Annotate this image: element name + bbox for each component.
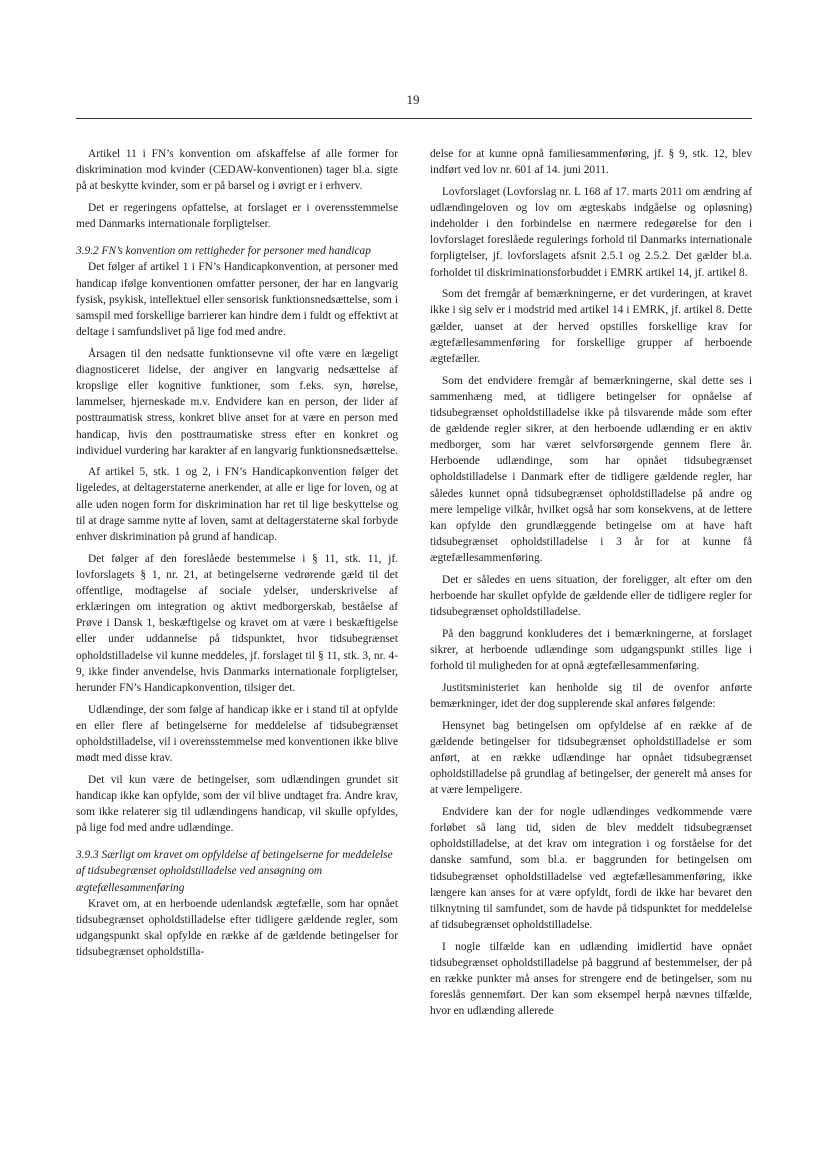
paragraph: Årsagen til den nedsatte funktionsevne vil ofte være en lægeligt diagnosticeret lidelse, der angiver en langvarig nedsættelse af kropslige eller kognitive funktioner, som f.eks. syn, hørelse, lammelser, hjerneskade m.v. Endvidere kan en person, der lider af posttraumatisk stress, konkret blive anset for at være en person med handicap, hvis den posttraumatiske stress efter en konkret og individuel vurdering har karakter af en langvarig funktionsnedsættelse. (76, 347, 398, 457)
section-heading-3-9-3: 3.9.3 Særligt om kravet om opfyldelse af betingelserne for meddelelse af tidsubegrænset opholdstilladelse ved ansøgning om ægtefællesammenføring (76, 849, 393, 894)
page-number: 19 (406, 92, 420, 107)
paragraph: Endvidere kan der for nogle udlændinges vedkommende være forløbet så lang tid, siden de blev meddelt tidsubegrænset opholdstilladelse, at det krav om integration i og forståelse for det danske samfund, som bl.a. er baggrunden for betingelsen om tidsubegrænset opholdstilladelse ved ægtefællesammenføring, ikke længere kan anses for at være opfyldt, fordi de ikke har bevaret den tilknytning til samfundet, som de havde på tidspunktet for meddelelse af tidsubegrænset opholdstilladelse. (430, 805, 752, 932)
paragraph: Udlændinge, der som følge af handicap ikke er i stand til at opfylde en eller flere af betingelserne for meddelelse af tidsubegrænset opholdstilladelse, vil i overensstemmelse med konventionen ikke blive mødt med disse krav. (76, 703, 398, 764)
right-column (430, 146, 752, 1025)
paragraph: Det følger af den foreslåede bestemmelse i § 11, stk. 11, jf. lovforslagets § 1, nr. 21, at betingelserne vedrørende gæld til det offentlige, modtagelse af sociale ydelser, underskrivelse af erklæringen om integration og aktivt medborgerskab, beståelse af Prøve i Dansk 1, beskæftigelse og kravet om at være i beskæftigelse eller under uddannelse på tidspunktet, hvor tidsubegrænset opholdstilladelse vil kunne meddeles, jf. forslaget til § 11, stk. 3, nr. 4-9, ikke finder anvendelse, hvis Danmarks internationale forpligtelser, herunder FN’s Handicapkonvention, tilsiger det. (76, 552, 398, 694)
paragraph: Hensynet bag betingelsen om opfyldelse af en række af de gældende betingelser for tidsubegrænset opholdstilladelse er som anført, at en række udlændinge har opnået tidsubegrænset opholdstilladelse på grundlag af betingelser, der generelt må anses for at være lempeligere. (430, 719, 752, 797)
paragraph: Det vil kun være de betingelser, som udlændingen grundet sit handicap ikke kan opfylde, som der vil blive undtaget fra. Andre krav, som ikke relaterer sig til udlændingens handicap, vil skulle opfyldes, på lige fod med andre udlændinge. (76, 773, 398, 835)
paragraph: Justitsministeriet kan henholde sig til de ovenfor anførte bemærkninger, idet der dog supplerende skal anføres følgende: (430, 681, 752, 710)
paragraph: Kravet om, at en herboende udenlandsk ægtefælle, som har opnået tidsubegrænset opholdstilladelse efter tidligere gældende regler, som udgangspunkt skal opfylde en række af de gældende betingelser for tidsubegrænset opholdstilla- (76, 897, 398, 959)
paragraph-continued: delse for at kunne opnå familiesammenføring, jf. § 9, stk. 12, blev indført ved lov nr. 601 af 14. juni 2011. (430, 148, 752, 177)
paragraph: Som det fremgår af bemærkningerne, er det vurderingen, at kravet ikke i sig selv er i modstrid med artikel 14 i EMRK, jf. artikel 8. Dette gælder, uanset at der herved opstilles forskellige krav for ægtefællesammenføring for forskellige grupper af herboende ægtefæller. (430, 288, 752, 365)
paragraph: Af artikel 5, stk. 1 og 2, i FN’s Handicapkonvention følger det ligeledes, at deltagerstaterne anerkender, at alle er lige for loven, og at alle uden nogen form for diskrimination har ret til lige beskyttelse og til at drage samme nytte af loven, samt at deltagerstaterne skal forbyde enhver diskrimination på grund af handicap. (76, 466, 398, 543)
paragraph: Lovforslaget (Lovforslag nr. L 168 af 17. marts 2011 om ændring af udlændingeloven og lov om ægteskabs indgåelse og opløsning) indeholder i den forbindelse en nærmere redegørelse for den i lovforslaget foreslåede regulerings forhold til Danmarks internationale forpligtelser, jf. lovforslagets afsnit 2.5.1 og 2.5.2. Det gælder bl.a. forholdet til diskriminationsforbuddet i EMRK artikel 14, jf. artikel 8. (430, 185, 752, 279)
paragraph: På den baggrund konkluderes det i bemærkningerne, at forslaget sikrer, at herboende udlændinge som udgangspunkt stilles lige i forhold til muligheden for at opnå ægtefællesammenføring. (430, 627, 752, 673)
paragraph: I nogle tilfælde kan en udlænding imidlertid have opnået tidsubegrænset opholdstilladelse på baggrund af bestemmelser, der på en række punkter må anses for strengere end de betingelser, som nu foreslås gennemført. Der kan som eksempel herpå nævnes tilfælde, hvor en udlænding allerede (430, 940, 752, 1018)
section-heading-3-9-2: 3.9.2 FN’s konvention om rettigheder for personer med handicap (76, 245, 371, 258)
paragraph: Det er regeringens opfattelse, at forslaget er i overensstemmelse med Danmarks internationale forpligtelser. (76, 201, 398, 231)
paragraph: Det følger af artikel 1 i FN’s Handicapkonvention, at personer med handicap ifølge konventionen omfatter personer, der har en langvarig fysisk, psykisk, intellektuel eller sensorisk funktionsnedsættelse, som i samspil med forskellige barrierer kan hindre dem i fuldt og effektivt at deltage i samfundslivet på lige fod med andre. (76, 261, 398, 339)
left-column (76, 146, 398, 966)
paragraph: Artikel 11 i FN’s konvention om afskaffelse af alle former for diskrimination mod kvinder (CEDAW-konventionen) tager bl.a. sigte på at beskytte kvinder, som er på barsel og i øvrigt er i erhverv. (76, 148, 398, 193)
paragraph: Som det endvidere fremgår af bemærkningerne, skal dette ses i sammenhæng med, at tidligere betingelser for opnåelse af tidsubegrænset opholdstilladelse ikke på tilsvarende måde som efter de gældende regler sikrer, at den herboende udlænding er en aktiv medborger, som har været selvforsørgende gennem flere år. Herboende udlændinge, som har opnået tidsubegrænset opholdstilladelse i Danmark efter de tidligere gældende regler, har således kunnet opnå tidsubegrænset opholdstilladelse på andre og mere lempelige vilkår, hvilket også har som konsekvens, at de lettere kan opfylde den grundlæggende betingelse om at have haft tidsubegrænset opholdstilladelse i 3 år for at kunne få ægtefællesammenføring. (430, 374, 752, 565)
paragraph: Det er således en uens situation, der foreligger, alt efter om den herboende har skullet opfylde de gældende eller de tidligere regler for tidsubegrænset opholdstilladelse. (430, 573, 752, 619)
header-rule (76, 118, 752, 119)
